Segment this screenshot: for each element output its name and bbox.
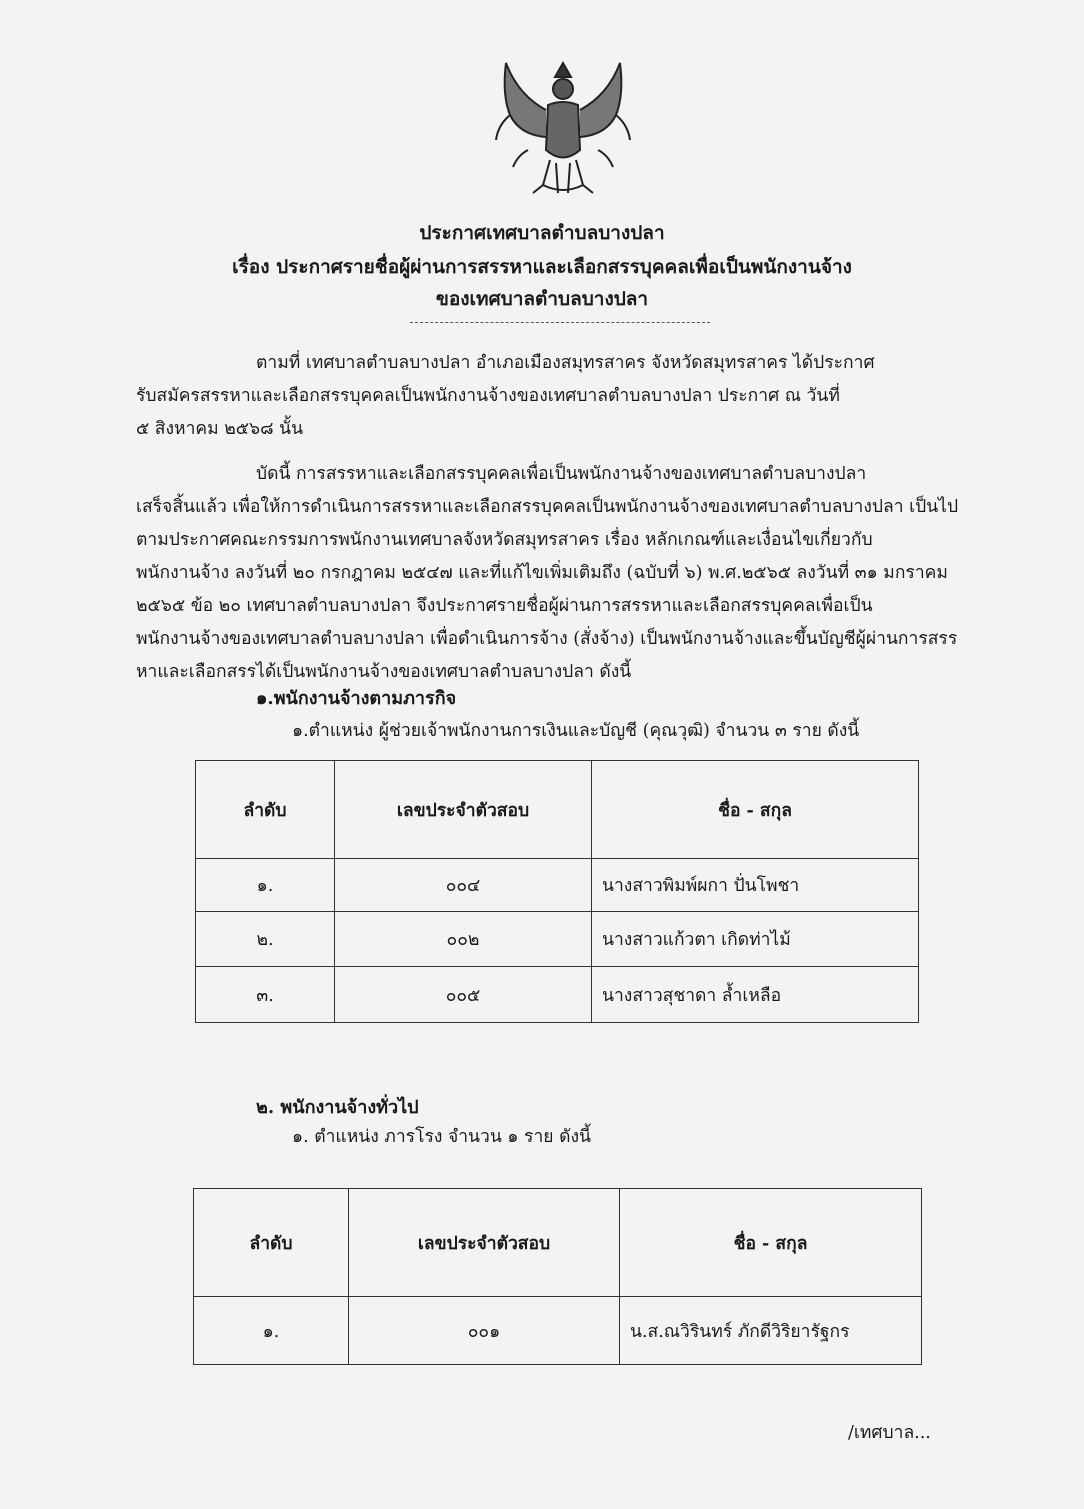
section-1-table (195, 760, 919, 1023)
section-1-title: ๑.พนักงานจ้างตามภารกิจ (256, 688, 457, 709)
paragraph-1 (136, 347, 978, 446)
cell-exam-id: ๐๐๕ (335, 967, 592, 1023)
col-header-exam-id: เลขประจำตัวสอบ (349, 1189, 620, 1297)
cell-order: ๓. (196, 967, 335, 1023)
table-row (196, 912, 919, 967)
paragraph-2 (136, 458, 978, 689)
paragraph-line: หาและเลือกสรรได้เป็นพนักงานจ้างของเทศบาลตำบลบางปลา ดังนี้ (136, 662, 632, 682)
cell-exam-id: ๐๐๑ (349, 1297, 620, 1365)
section-2-table (193, 1188, 922, 1365)
cell-order: ๑. (194, 1297, 349, 1365)
paragraph-line: เสร็จสิ้นแล้ว เพื่อให้การดำเนินการสรรหาและเลือกสรรบุคคลเป็นพนักงานจ้างของเทศบาลตำบลบางปลา เป็นไป (136, 497, 959, 517)
section-2-position: ๑. ตำแหน่ง ภารโรง จำนวน ๑ ราย ดังนี้ (292, 1127, 591, 1147)
announcement-subject-cont: ของเทศบาลตำบลบางปลา (435, 288, 649, 310)
garuda-emblem (488, 55, 638, 200)
table-row (196, 859, 919, 912)
paragraph-line: ๒๕๖๕ ข้อ ๒๐ เทศบาลตำบลบางปลา จึงประกาศรายชื่อผู้ผ่านการสรรหาและเลือกสรรบุคคลเพื่อเป็น (136, 596, 873, 616)
header-divider (410, 322, 710, 323)
table-row (196, 967, 919, 1023)
col-header-order: ลำดับ (196, 761, 335, 859)
paragraph-line: บัดนี้ การสรรหาและเลือกสรรบุคคลเพื่อเป็นพนักงานจ้างของเทศบาลตำบลบางปลา (256, 464, 867, 484)
announcement-title: ประกาศเทศบาลตำบลบางปลา (419, 222, 665, 244)
cell-name: นางสาวพิมพ์ผกา ปั่นโพชา (592, 859, 919, 912)
cell-order: ๑. (196, 859, 335, 912)
cell-exam-id: ๐๐๔ (335, 859, 592, 912)
cell-name: น.ส.ณวิรินทร์ ภักดีวิริยารัฐกร (620, 1297, 922, 1365)
col-header-name: ชื่อ - สกุล (592, 761, 919, 859)
cell-order: ๒. (196, 912, 335, 967)
section-1-position: ๑.ตำแหน่ง ผู้ช่วยเจ้าพนักงานการเงินและบัญชี (คุณวุฒิ) จำนวน ๓ ราย ดังนี้ (292, 721, 860, 741)
table-header-row (196, 761, 919, 859)
paragraph-line: ๕ สิงหาคม ๒๕๖๘ นั้น (136, 419, 304, 439)
col-header-name: ชื่อ - สกุล (620, 1189, 922, 1297)
paragraph-line: รับสมัครสรรหาและเลือกสรรบุคคลเป็นพนักงานจ้างของเทศบาลตำบลบางปลา ประกาศ ณ วันที่ (136, 386, 840, 406)
col-header-exam-id: เลขประจำตัวสอบ (335, 761, 592, 859)
announcement-subject: เรื่อง ประกาศรายชื่อผู้ผ่านการสรรหาและเลือกสรรบุคคลเพื่อเป็นพนักงานจ้าง (232, 256, 852, 278)
table-row (194, 1297, 922, 1365)
cell-name: นางสาวแก้วตา เกิดท่าไม้ (592, 912, 919, 967)
table-header-row (194, 1189, 922, 1297)
paragraph-line: ตามที่ เทศบาลตำบลบางปลา อำเภอเมืองสมุทรสาคร จังหวัดสมุทรสาคร ได้ประกาศ (256, 353, 875, 373)
col-header-order: ลำดับ (194, 1189, 349, 1297)
continuation-note: /เทศบาล... (848, 1423, 931, 1443)
paragraph-line: พนักงานจ้าง ลงวันที่ ๒๐ กรกฎาคม ๒๕๔๗ และที่แก้ไขเพิ่มเติมถึง (ฉบับที่ ๖) พ.ศ.๒๕๖๕ ลงวันที่ ๓๑ มกราคม (136, 563, 948, 583)
paragraph-line: ตามประกาศคณะกรรมการพนักงานเทศบาลจังหวัดสมุทรสาคร เรื่อง หลักเกณฑ์และเงื่อนไขเกี่ยวกับ (136, 530, 873, 550)
cell-name: นางสาวสุชาดา ล้ำเหลือ (592, 967, 919, 1023)
section-2-title: ๒. พนักงานจ้างทั่วไป (256, 1097, 419, 1118)
cell-exam-id: ๐๐๒ (335, 912, 592, 967)
paragraph-line: พนักงานจ้างของเทศบาลตำบลบางปลา เพื่อดำเนินการจ้าง (สั่งจ้าง) เป็นพนักงานจ้างและขึ้นบัญชีผู้ผ่านการสรร (136, 629, 958, 649)
